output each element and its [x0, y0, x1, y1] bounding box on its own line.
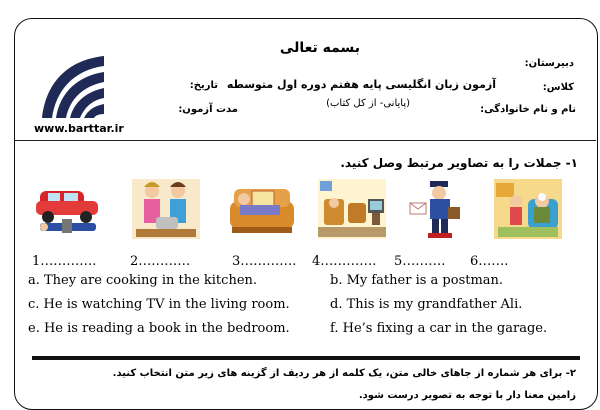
blank-2[interactable]: 2………… [130, 254, 191, 269]
logo-swoosh-icon [38, 52, 108, 120]
sentence-e: e. He is reading a book in the bedroom. [28, 321, 290, 336]
section1-instruction: ۱- جملات را به تصاویر مرتبط وصل کنید. [340, 156, 578, 170]
school-label: دبیرستان: [524, 58, 574, 69]
blank-6[interactable]: 6……. [470, 254, 509, 269]
exam-title: آزمون زبان انگلیسی پایه هفتم دوره اول متوسطه [226, 78, 496, 91]
website-text: www.barttar.ir [34, 122, 124, 135]
sentence-d: d. This is my grandfather Ali. [330, 297, 523, 312]
section-divider [32, 356, 580, 360]
sentence-a: a. They are cooking in the kitchen. [28, 273, 258, 288]
duration-label: مدت آزمون: [178, 104, 238, 115]
header-divider [14, 140, 596, 141]
logo [38, 52, 108, 120]
sentence-f: f. He’s fixing a car in the garage. [330, 321, 548, 336]
class-label: کلاس: [542, 82, 574, 93]
car-repair-picture-icon [32, 177, 104, 241]
name-label: نام و نام خانوادگی: [480, 104, 576, 115]
tv-living-room-picture-icon [316, 177, 388, 241]
section2-instruction: ۲- برای هر شماره از جاهای خالی متن، یک کلمه از هر ردیف از گزینه های زیر متن انتخاب کنید. [112, 368, 576, 379]
sentence-c: c. He is watching TV in the living room. [28, 297, 290, 312]
blank-5[interactable]: 5………. [394, 254, 446, 269]
section2-next-line: زامین معنا دار با توجه به تصویر درست شود. [358, 390, 576, 401]
blank-3[interactable]: 3…………. [232, 254, 297, 269]
cooking-picture-icon [130, 177, 202, 241]
blank-1[interactable]: 1…………. [32, 254, 97, 269]
blank-4[interactable]: 4…………. [312, 254, 377, 269]
reading-picture-icon [226, 177, 298, 241]
bismillah: بسمه تعالی [279, 40, 360, 56]
grandfather-picture-icon [492, 177, 564, 241]
sentence-b: b. My father is a postman. [330, 273, 504, 288]
postman-picture-icon [404, 177, 476, 241]
exam-subtitle: (پایانی- از کل کتاب) [326, 98, 410, 109]
date-label: تاریخ: [189, 80, 218, 91]
